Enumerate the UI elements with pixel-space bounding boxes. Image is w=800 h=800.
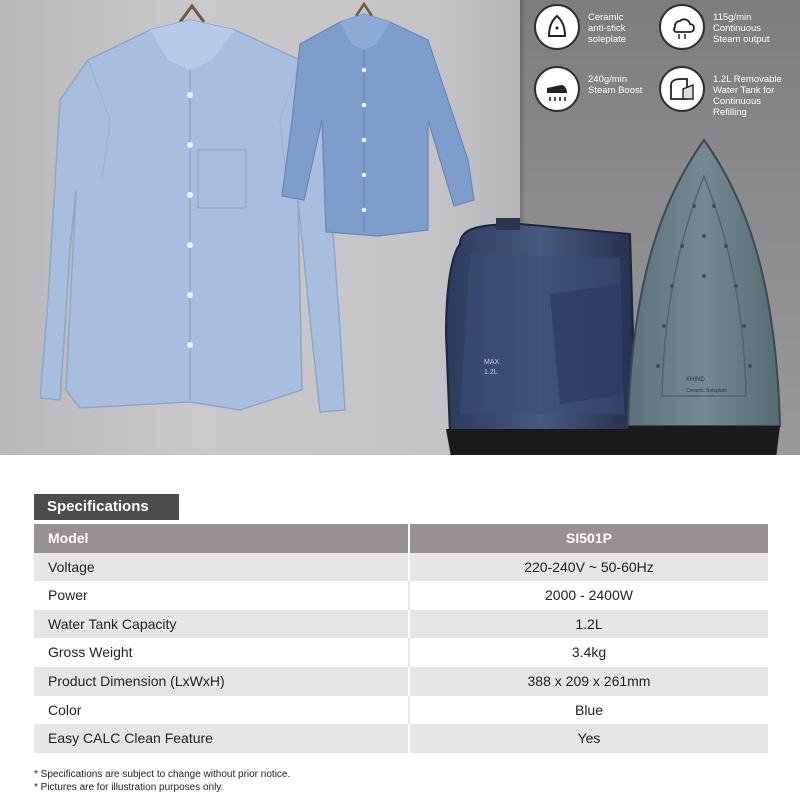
small-shirt-image [278, 0, 478, 240]
spec-row [34, 696, 768, 725]
feature-ceramic-soleplate [534, 4, 626, 50]
spec-header-row [34, 524, 768, 553]
iron-soleplate-label: Ceramic Soleplate [686, 388, 727, 394]
spec-value: SI501P [408, 524, 768, 553]
spec-key: Water Tank Capacity [48, 615, 177, 632]
feature-removable-tank [659, 66, 782, 118]
footnote: * Pictures are for illustration purposes only. [34, 782, 224, 793]
tank-capacity-label: 1.2L [484, 369, 498, 376]
specifications-heading: Specifications [34, 494, 179, 520]
feature-text: 1.2L Removable Water Tank for Continuous Refilling [713, 74, 782, 118]
spec-value: 1.2L [408, 610, 768, 639]
spec-value: 220-240V ~ 50-60Hz [408, 553, 768, 582]
feature-text: 115g/min Continuous Steam output [713, 12, 770, 45]
steam-generator-base-image [440, 214, 640, 455]
spec-row [34, 667, 768, 696]
spec-value: Yes [408, 724, 768, 753]
tank-max-label: MAX [484, 359, 500, 366]
soleplate-icon [534, 4, 580, 50]
spec-key: Color [48, 701, 82, 718]
spec-row [34, 553, 768, 582]
feature-text: Ceramic anti-stick soleplate [588, 12, 627, 45]
spec-key: Product Dimension (LxWxH) [48, 672, 225, 689]
water-tank-icon [659, 66, 705, 112]
spec-key: Power [48, 587, 88, 604]
footnote: * Specifications are subject to change without prior notice. [34, 769, 291, 780]
feature-continuous-steam [659, 4, 770, 50]
spec-row [34, 581, 768, 610]
steam-cloud-icon [659, 4, 705, 50]
spec-key: Gross Weight [48, 644, 133, 661]
spec-key: Model [48, 530, 89, 546]
spec-value: 2000 - 2400W [408, 581, 768, 610]
spec-row [34, 610, 768, 639]
feature-steam-boost [534, 66, 642, 112]
spec-row [34, 724, 768, 753]
spec-value: Blue [408, 696, 768, 725]
feature-text: 240g/min Steam Boost [588, 74, 643, 96]
iron-brand-mark: KHIND [686, 377, 705, 383]
spec-key: Easy CALC Clean Feature [48, 730, 213, 747]
footnotes [34, 768, 290, 794]
spec-value: 388 x 209 x 261mm [408, 667, 768, 696]
spec-key: Voltage [48, 558, 95, 575]
steam-boost-icon [534, 66, 580, 112]
spec-value: 3.4kg [408, 638, 768, 667]
steam-iron-image [624, 136, 784, 455]
spec-row [34, 638, 768, 667]
specifications-table [34, 524, 768, 753]
